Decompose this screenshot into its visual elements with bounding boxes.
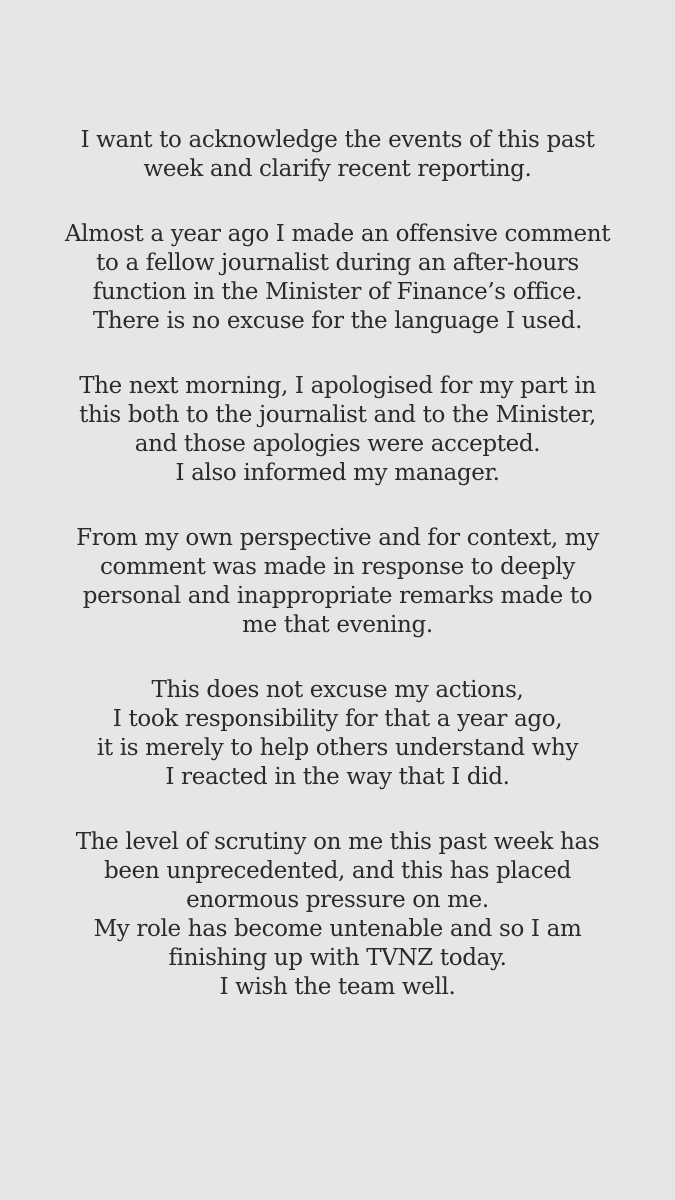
statement-line: This does not excuse my actions, xyxy=(151,677,524,703)
statement-line: it is merely to help others understand why xyxy=(96,735,579,761)
statement-line: function in the Minister of Finance’s office. xyxy=(92,279,583,305)
statement-line: been unprecedented, and this has placed xyxy=(104,858,571,884)
statement-line: I reacted in the way that I did. xyxy=(165,764,510,790)
statement-line: I wish the team well. xyxy=(219,974,456,1000)
statement-line: me that evening. xyxy=(242,612,433,638)
statement-line: finishing up with TVNZ today. xyxy=(168,945,507,971)
statement-line: There is no excuse for the language I used. xyxy=(92,308,583,334)
paragraph-context xyxy=(0,524,675,640)
paragraph-apology xyxy=(0,372,675,488)
statement-line: I took responsibility for that a year ago, xyxy=(112,706,563,732)
statement-line: to a fellow journalist during an after-hours xyxy=(96,250,579,276)
paragraph-responsibility xyxy=(0,676,675,792)
paragraph-acknowledgement xyxy=(0,126,675,184)
statement-line: Almost a year ago I made an offensive comment xyxy=(64,221,611,247)
statement-line: The level of scrutiny on me this past week has xyxy=(75,829,600,855)
statement-line: comment was made in response to deeply xyxy=(99,554,576,580)
statement-line: I also informed my manager. xyxy=(175,460,500,486)
statement-line: enormous pressure on me. xyxy=(186,887,489,913)
statement-line: and those apologies were accepted. xyxy=(134,431,541,457)
statement-line: My role has become untenable and so I am xyxy=(93,916,582,942)
statement-line: The next morning, I apologised for my part in xyxy=(79,373,596,399)
statement-line: I want to acknowledge the events of this past xyxy=(80,127,595,153)
paragraph-offensive-comment xyxy=(0,220,675,336)
statement-text xyxy=(0,126,675,1002)
statement-line: From my own perspective and for context, my xyxy=(76,525,599,551)
statement-line: week and clarify recent reporting. xyxy=(143,156,532,182)
statement-line: this both to the journalist and to the Minister, xyxy=(79,402,596,428)
statement-line: personal and inappropriate remarks made to xyxy=(82,583,593,609)
paragraph-resignation xyxy=(0,828,675,1002)
